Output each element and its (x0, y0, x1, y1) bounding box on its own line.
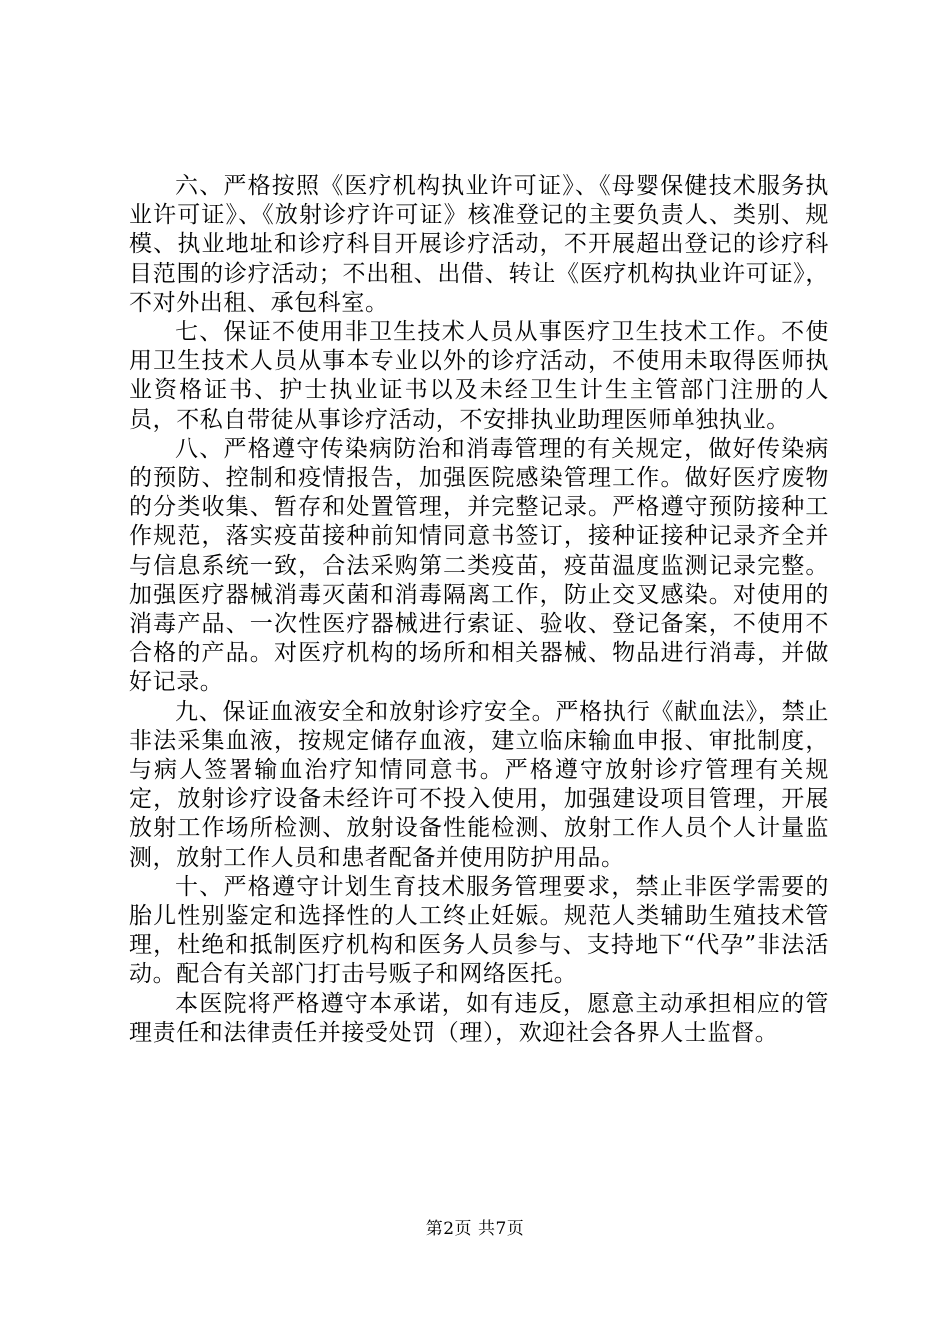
paragraph-10: 十、严格遵守计划生育技术服务管理要求，禁止非医学需要的胎儿性别鉴定和选择性的人工终止妊娠。规范人类辅助生殖技术管理，杜绝和抵制医疗机构和医务人员参与、支持地下“代孕”非法活动。配合有关部门打击号贩子和网络医托。 (129, 873, 829, 988)
paragraph-8: 八、严格遵守传染病防治和消毒管理的有关规定，做好传染病的预防、控制和疫情报告，加强医院感染管理工作。做好医疗废物的分类收集、暂存和处置管理，并完整记录。严格遵守预防接种工作规范，落实疫苗接种前知情同意书签订，接种证接种记录齐全并与信息系统一致，合法采购第二类疫苗，疫苗温度监测记录完整。加强医疗器械消毒灭菌和消毒隔离工作，防止交叉感染。对使用的消毒产品、一次性医疗器械进行索证、验收、登记备案，不使用不合格的产品。对医疗机构的场所和相关器械、物品进行消毒，并做好记录。 (129, 435, 829, 696)
paragraph-9: 九、保证血液安全和放射诊疗安全。严格执行《献血法》，禁止非法采集血液，按规定储存血液，建立临床输血申报、审批制度，与病人签署输血治疗知情同意书。严格遵守放射诊疗管理有关规定，放射诊疗设备未经许可不投入使用，加强建设项目管理，开展放射工作场所检测、放射设备性能检测、放射工作人员个人计量监测，放射工作人员和患者配备并使用防护用品。 (129, 698, 829, 871)
paragraph-closing: 本医院将严格遵守本承诺，如有违反，愿意主动承担相应的管理责任和法律责任并接受处罚（理），欢迎社会各界人士监督。 (129, 990, 829, 1046)
paragraph-7: 七、保证不使用非卫生技术人员从事医疗卫生技术工作。不使用卫生技术人员从事本专业以外的诊疗活动，不使用未取得医师执业资格证书、护士执业证书以及未经卫生计生主管部门注册的人员，不私自带徒从事诊疗活动，不安排执业助理医师单独执业。 (129, 319, 829, 433)
document-body (129, 172, 829, 1048)
paragraph-6: 六、严格按照《医疗机构执业许可证》、《母婴保健技术服务执业许可证》、《放射诊疗许可证》核准登记的主要负责人、类别、规模、执业地址和诊疗科目开展诊疗活动，不开展超出登记的诊疗科目范围的诊疗活动；不出租、出借、转让《医疗机构执业许可证》，不对外出租、承包科室。 (129, 173, 829, 316)
page-number-footer: 第2页 共7页 (425, 1219, 525, 1239)
